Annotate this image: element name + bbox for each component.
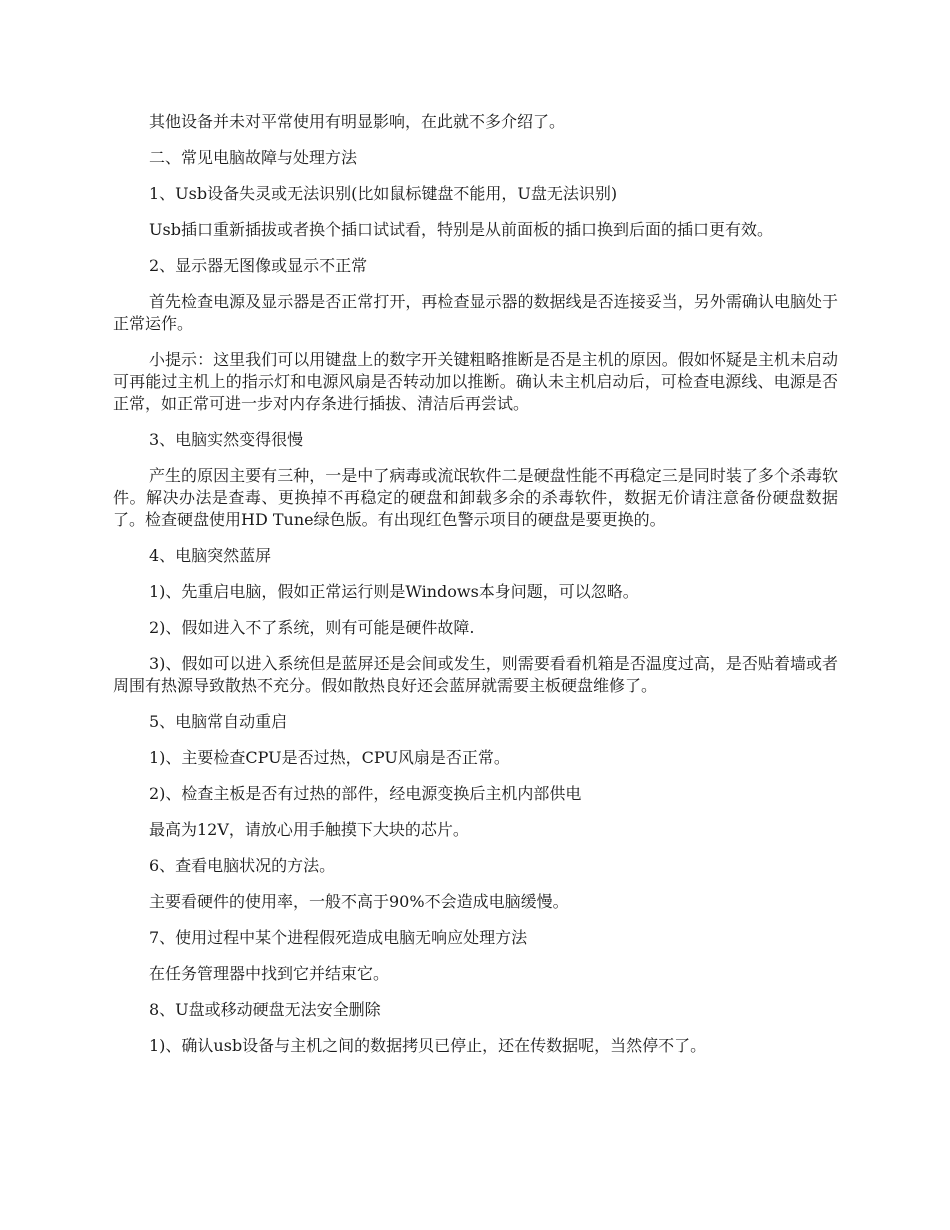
paragraph: Usb插口重新插拔或者换个插口试试看，特别是从前面板的插口换到后面的插口更有效。 [149, 220, 773, 239]
subsection-heading: 5、电脑常自动重启 [149, 712, 288, 731]
subsection-heading: 4、电脑突然蓝屏 [149, 546, 272, 565]
subsection-heading: 3、电脑实然变得很慢 [149, 430, 304, 449]
tip-paragraph: 小提示：这里我们可以用键盘上的数字开关键粗略推断是否是主机的原因。假如怀疑是主机未启动可再能过主机上的指示灯和电源风扇是否转动加以推断。确认未主机启动后，可检查电源线、电源是否正常，如正常可进一步对内存条进行插拔、清洁后再尝试。 [113, 350, 838, 413]
list-item: 2)、检查主板是否有过热的部件，经电源变换后主机内部供电 [149, 784, 582, 803]
subsection-heading: 1、Usb设备失灵或无法识别(比如鼠标键盘不能用，U盘无法识别) [149, 184, 618, 203]
subsection-heading: 7、使用过程中某个进程假死造成电脑无响应处理方法 [149, 928, 528, 947]
subsection-heading: 2、显示器无图像或显示不正常 [149, 256, 368, 275]
subsection-heading: 6、查看电脑状况的方法。 [149, 856, 336, 875]
paragraph: 主要看硬件的使用率，一般不高于90%不会造成电脑缓慢。 [149, 892, 569, 911]
paragraph: 首先检查电源及显示器是否正常打开，再检查显示器的数据线是否连接妥当，另外需确认电脑处于正常运作。 [113, 292, 838, 333]
list-item: 1)、先重启电脑，假如正常运行则是Windows本身问题，可以忽略。 [149, 582, 639, 601]
list-item: 3)、假如可以进入系统但是蓝屏还是会间或发生，则需要看看机箱是否温度过高，是否贴着墙或者周围有热源导致散热不充分。假如散热良好还会蓝屏就需要主板硬盘维修了。 [113, 654, 838, 695]
paragraph: 在任务管理器中找到它并结束它。 [149, 964, 390, 983]
document-body [113, 111, 838, 1071]
paragraph: 最高为12V，请放心用手触摸下大块的芯片。 [149, 820, 469, 839]
list-item: 2)、假如进入不了系统，则有可能是硬件故障. [149, 618, 475, 637]
section-heading: 二、常见电脑故障与处理方法 [149, 148, 358, 167]
paragraph: 其他设备并未对平常使用有明显影响，在此就不多介绍了。 [149, 112, 566, 131]
paragraph: 产生的原因主要有三种，一是中了病毒或流氓软件二是硬盘性能不再稳定三是同时装了多个杀毒软件。解决办法是查毒、更换掉不再稳定的硬盘和卸载多余的杀毒软件，数据无价请注意备份硬盘数据了。检查硬盘使用HD Tune绿色版。有出现红色警示项目的硬盘是要更换的。 [113, 466, 838, 529]
list-item: 1)、主要检查CPU是否过热，CPU风扇是否正常。 [149, 748, 510, 767]
list-item: 1)、确认usb设备与主机之间的数据拷贝已停止，还在传数据呢，当然停不了。 [149, 1036, 707, 1055]
subsection-heading: 8、U盘或移动硬盘无法安全删除 [149, 1000, 381, 1019]
